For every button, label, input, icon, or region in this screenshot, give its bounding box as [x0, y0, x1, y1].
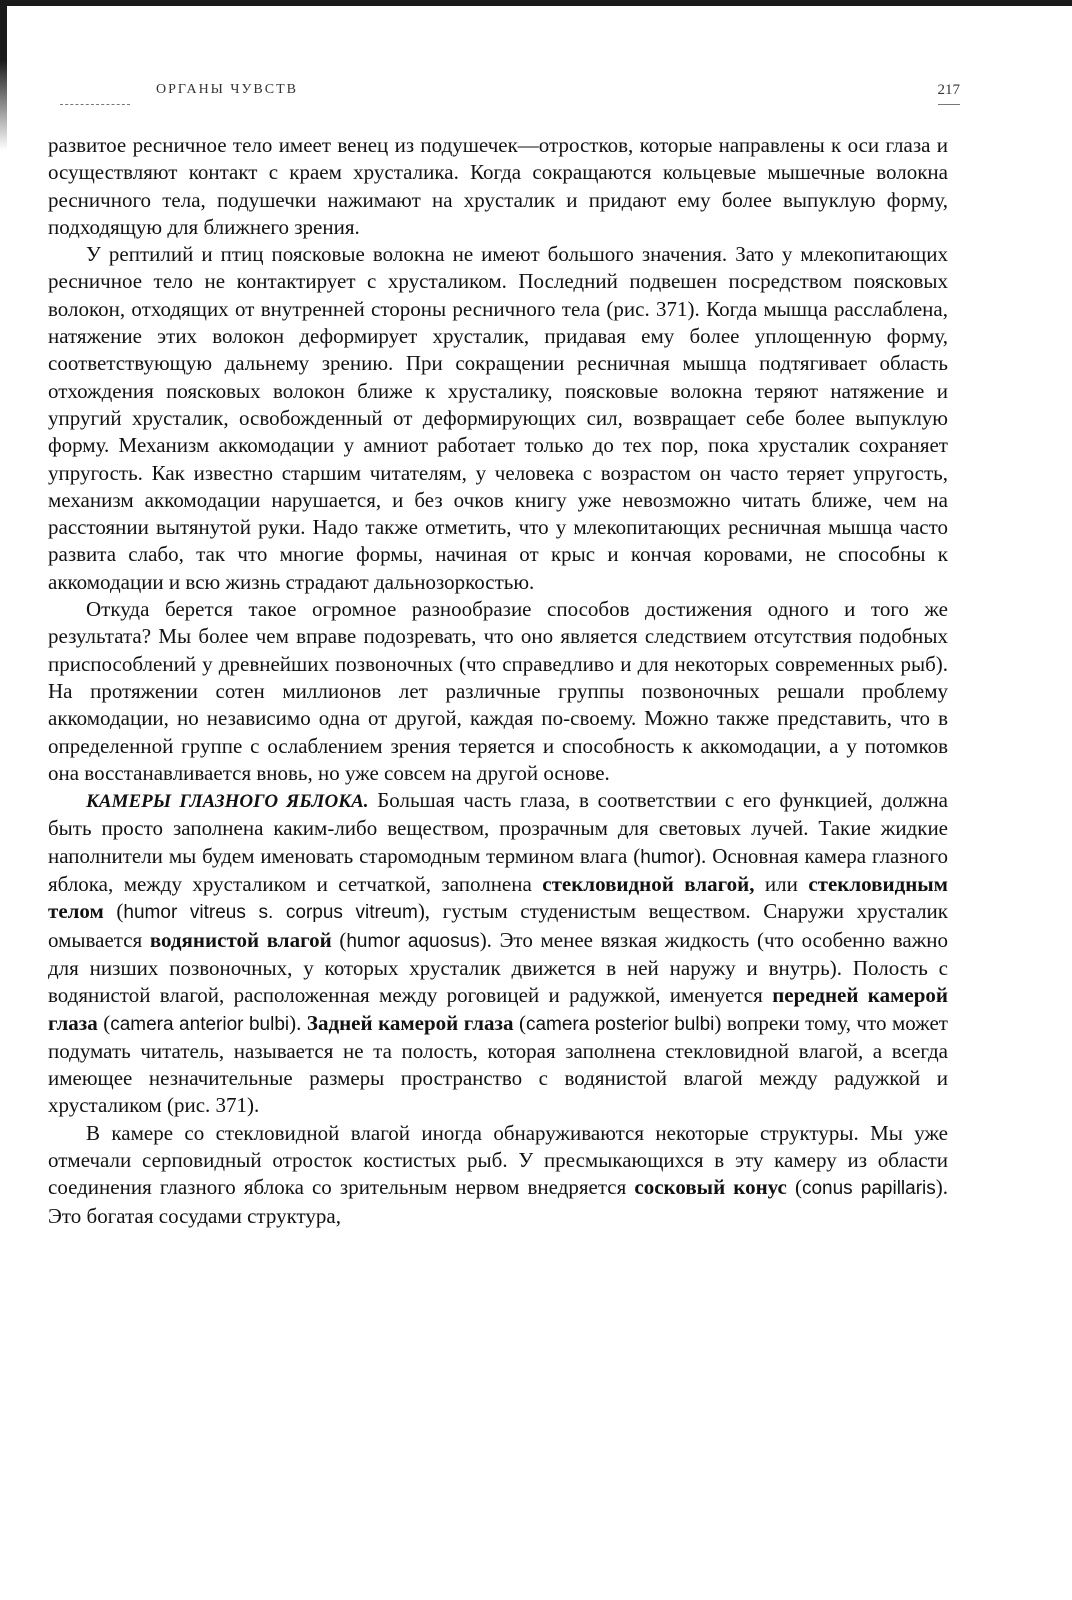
- main-text: [48, 132, 948, 1230]
- header-rule-left: [60, 104, 130, 105]
- text-run: Большая часть глаза, в соответствии с его функцией, должна быть просто заполнена каким-либо веществом, прозрачным для световых лучей. Такие жидкие наполнители мы будем именовать старомодным термином влага (: [48, 788, 948, 868]
- latin-term: humor vitreus s. corpus vitreum: [123, 902, 418, 924]
- latin-term: humor: [640, 846, 695, 868]
- bold-term: Задней камерой глаза: [306, 1010, 514, 1035]
- bold-term: водянистой влагой: [149, 927, 332, 952]
- running-head: [60, 82, 960, 110]
- text-run: (: [786, 1175, 802, 1200]
- text-run: ). Это менее вязкая жидкость (что особенно важно для низших позвоночных, у которых хрусталик движется в ней наружу и внутрь). Полость с водянистой влагой, расположенная между роговицей и радужкой, именуется: [48, 927, 948, 1008]
- text-run: (: [513, 1010, 526, 1035]
- latin-term: camera posterior bulbi: [525, 1013, 715, 1035]
- text-run: или: [754, 872, 809, 897]
- paragraph-diversity: Откуда берется такое огромное разнообразие способов достижения одного и того же результата? Мы более чем вправе подозревать, что оно является следствием отсутствия подобных приспособлений у древнейших позвоночных (что справедливо и для некоторых современных рыб). На протяжении сотен миллионов лет различные группы позвоночных решали проблему аккомодации, но независимо одна от другой, каждая по-своему. Можно также представить, что в определенной группе с ослаблением зрения теряется и способность к аккомодации, а у потомков она восстанавливается вновь, но уже совсем на другой основе.: [48, 597, 948, 785]
- bold-term: сосковый конус: [634, 1175, 787, 1200]
- text-run: (: [103, 899, 124, 924]
- paragraph-eye-chambers: [48, 787, 948, 1120]
- text-run: ).: [289, 1010, 307, 1035]
- running-head-title: ОРГАНЫ ЧУВСТВ: [156, 82, 298, 97]
- latin-term: camera anterior bulbi: [110, 1013, 290, 1035]
- paragraph-accommodation-mammals: У рептилий и птиц поясковые волокна не имеют большого значения. Зато у млекопитающих ресничное тело не контактирует с хрусталиком. Последний подвешен посредством поясковых волокон, отходящих от внутренней стороны ресничного тела (рис. 371). Когда мышца расслаблена, натяжение этих волокон деформирует хрусталик, придавая ему более уплощенную форму, соответствующую дальнему зрению. При сокращении ресничная мышца подтягивает область отхождения поясковых волокон ближе к хрусталику, поясковые волокна теряют натяжение и упругий хрусталик, освобожденный от деформирующих сил, возвращает себе более выпуклую форму. Механизм аккомодации у амниот работает только до тех пор, пока хрусталик сохраняет упругость. Как известно старшим читателям, у человека с возрастом он часто теряет упругость, механизм аккомодации нарушается, и без очков книгу уже невозможно читать ближе, чем на расстоянии вытянутой руки. Надо также отметить, что у млекопитающих ресничная мышца часто развита слабо, так что многие формы, начиная от крыс и кончая коровами, не способны к аккомодации и всю жизнь страдают дальнозоркостью.: [48, 242, 948, 594]
- bold-term: передней камерой глаза: [48, 983, 948, 1035]
- text-run: ) вопреки тому, что может подумать читатель, называется не та полость, которая заполнена стекловидной влагой, а всегда имеющее незначительные размеры пространство с водянистой влагой между радужкой и хрусталиком (рис. 371).: [48, 1010, 948, 1118]
- latin-term: humor aquosus: [346, 930, 480, 952]
- text-run: ). Это богатая сосудами структура,: [48, 1175, 949, 1228]
- text-run: (: [331, 927, 347, 952]
- text-run: (: [97, 1010, 111, 1035]
- paragraph-continuation: развитое ресничное тело имеет венец из подушечек—отростков, которые направлены к оси глаза и осуществляют контакт с краем хрусталика. Когда сокращаются кольцевые мышечные волокна ресничного тела, подушечки нажимают на хрусталик и придают ему более выпуклую форму, подходящую для ближнего зрения.: [48, 133, 948, 239]
- text-run: В камере со стекловидной влагой иногда обнаруживаются некоторые структуры. Мы уже отмечали серповидный отросток костистых рыб. У пресмыкающихся в эту камеру из области соединения глазного яблока со зрительным нервом внедряется: [48, 1120, 948, 1200]
- header-rule-right: [938, 104, 960, 105]
- text-run: ), густым студенистым веществом. Снаружи хрусталик омывается: [48, 899, 948, 952]
- scan-top-edge: [0, 0, 1072, 6]
- page-number: 217: [937, 82, 960, 98]
- bold-term: стекловидной влагой,: [542, 872, 755, 897]
- scan-left-edge: [0, 0, 7, 150]
- text-run: ). Основная камера глазного яблока, между хрусталиком и сетчаткой, заполнена: [48, 843, 948, 897]
- section-heading: КАМЕРЫ ГЛАЗНОГО ЯБЛОКА.: [86, 791, 369, 813]
- paragraph-vitreous-structures: [48, 1120, 948, 1230]
- latin-term: conus papillaris: [801, 1178, 936, 1200]
- bold-term: стекловидным телом: [48, 872, 948, 924]
